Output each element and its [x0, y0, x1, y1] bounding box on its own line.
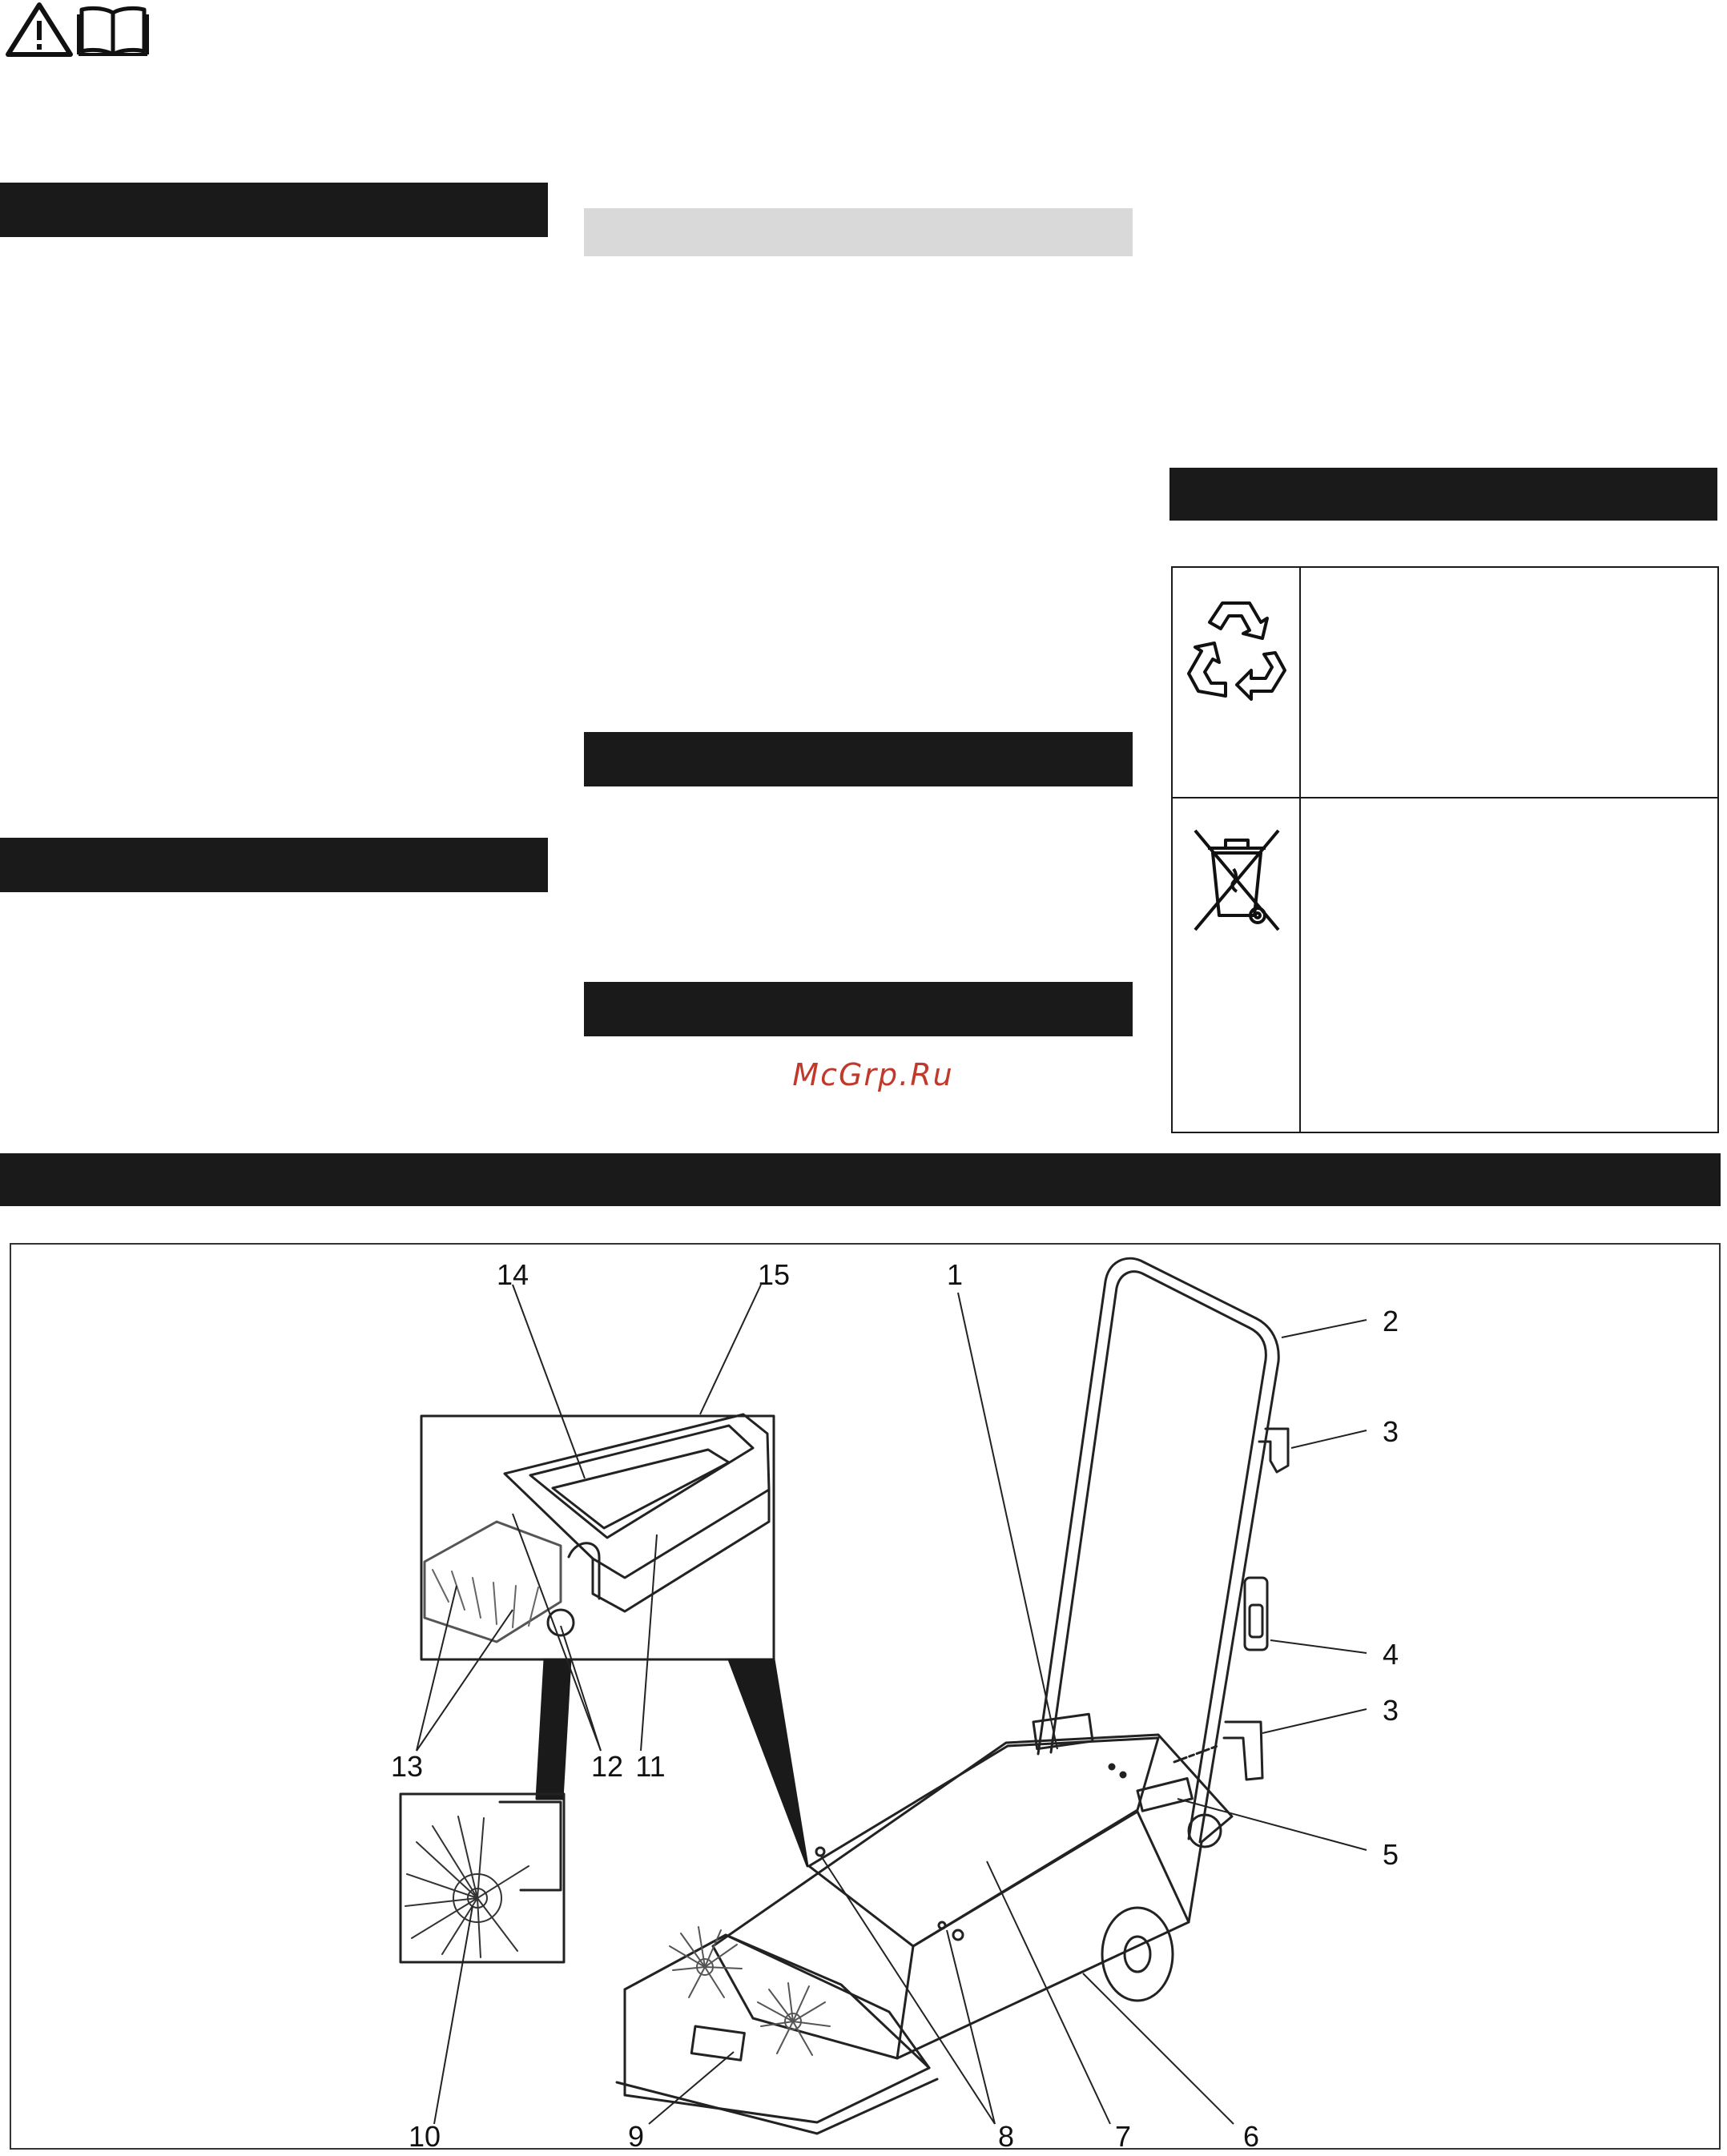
callout-number: 15 [757, 1258, 791, 1291]
callout-number: 2 [1382, 1305, 1399, 1337]
callout-number: 3 [1382, 1415, 1399, 1448]
callout-number: 4 [1382, 1638, 1399, 1671]
watermark: McGrp.Ru [792, 1057, 954, 1092]
section-bar-col1-top [0, 183, 548, 237]
inset-brush-roller [425, 1522, 561, 1642]
callout-number: 6 [1242, 2120, 1260, 2153]
front-brush-housing [625, 1935, 929, 2122]
recycle-symbol-icon [1187, 597, 1286, 704]
push-handle [1038, 1258, 1278, 1842]
detail-inset-brush [401, 1794, 564, 1962]
callout-number: 11 [635, 1750, 666, 1783]
section-bar-col2-mid [584, 732, 1133, 786]
callout-number: 14 [496, 1258, 529, 1291]
section-bar-col3 [1169, 468, 1717, 521]
callout-number: 5 [1382, 1838, 1399, 1871]
rear-wheel [1102, 1908, 1173, 2001]
callout-number: 8 [997, 2120, 1015, 2153]
callout-number: 7 [1114, 2120, 1132, 2153]
header-icons [5, 2, 149, 59]
callout-number: 13 [390, 1750, 424, 1783]
inset-pointer-wedge [729, 1659, 807, 1866]
section-bar-col2-lower [584, 982, 1133, 1036]
table-divider [1173, 797, 1717, 798]
disposal-symbol-table [1171, 566, 1719, 1133]
callout-number: 3 [1382, 1694, 1399, 1727]
section-bar-full-width [0, 1153, 1721, 1206]
table-divider [1299, 568, 1301, 1132]
callout-number: 1 [946, 1258, 964, 1291]
open-book-icon [77, 5, 149, 56]
plug-holder [1245, 1578, 1267, 1650]
warning-triangle-icon [5, 2, 74, 58]
callout-number: 10 [408, 2120, 441, 2153]
detail-inset-hopper [421, 1416, 774, 1659]
machine-illustration [0, 1233, 1727, 2156]
cable-hook-lower [1224, 1722, 1262, 1780]
subsection-bar-col2-top [584, 208, 1133, 256]
hopper-handle-opening [691, 2026, 744, 2060]
side-brush-right [758, 1983, 830, 2055]
callout-number: 12 [590, 1750, 624, 1783]
callout-number: 9 [627, 2120, 645, 2153]
inset-pointer-wedge [537, 1659, 570, 1799]
section-bar-col1-mid [0, 838, 548, 892]
crossed-out-wheelie-bin-icon [1192, 826, 1282, 935]
